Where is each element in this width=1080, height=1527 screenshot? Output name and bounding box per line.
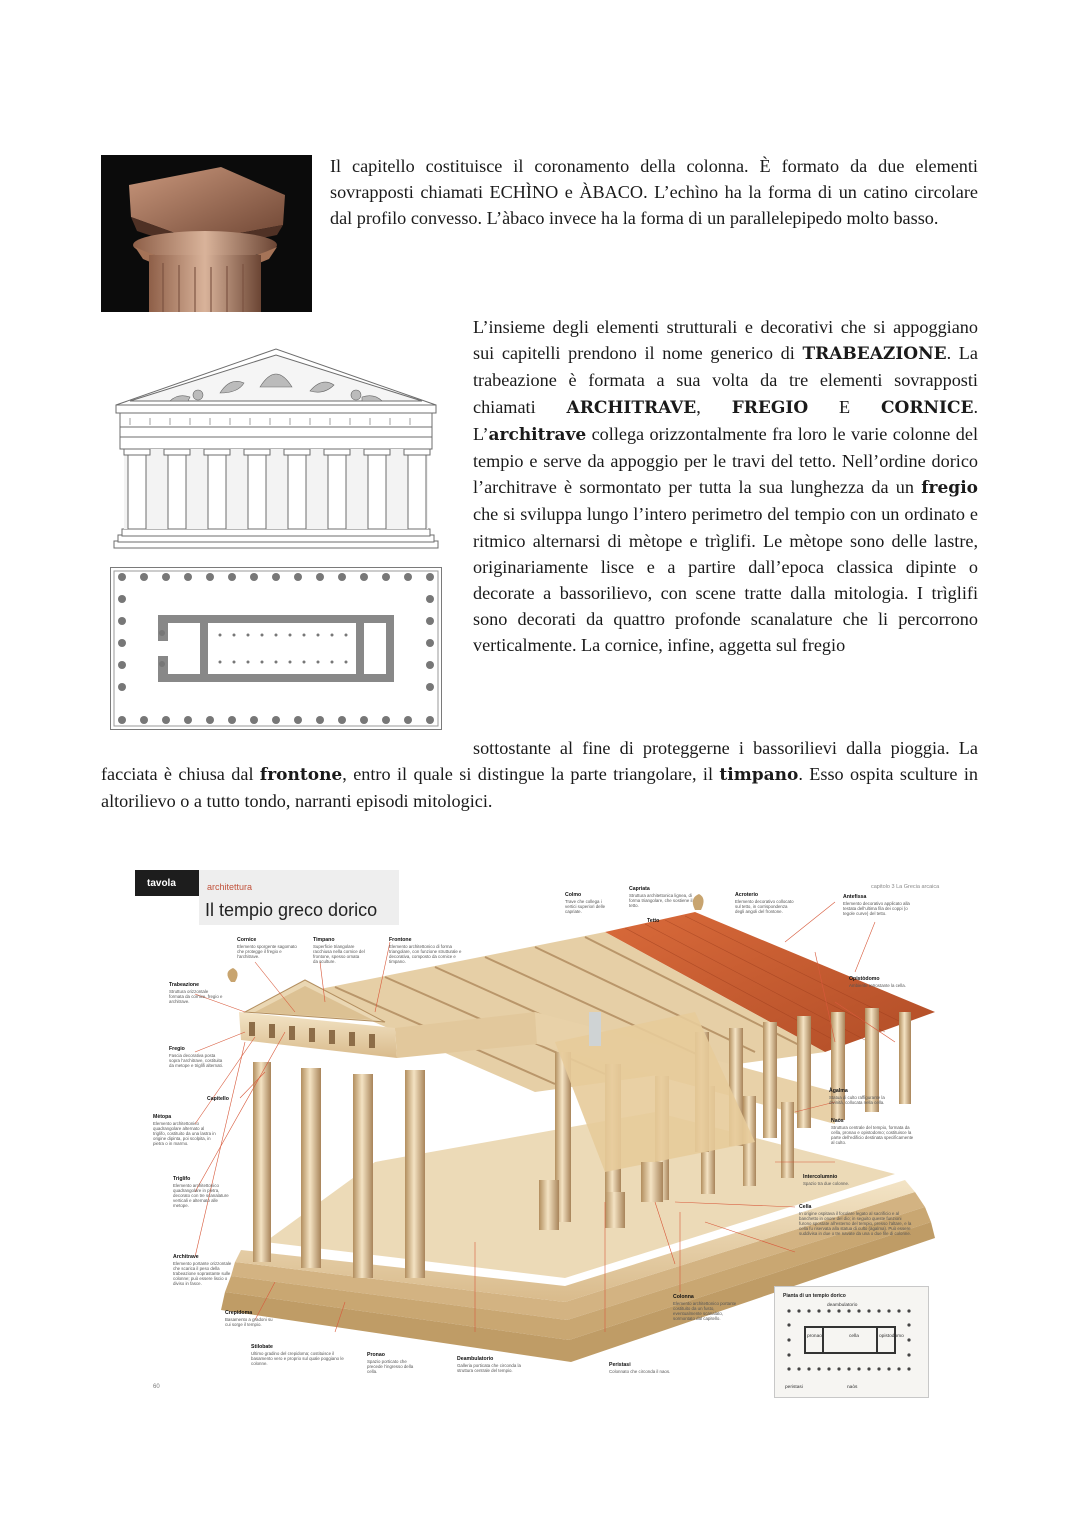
mini-plan-pronao: pronao [807,1334,822,1339]
label-triglifo: Triglifo Elemento architettonico quadrangolare in pietra, decorato con tre scanalature verticali e alternato alle metope. [173,1176,229,1209]
label-agalma: Àgalma Statua di culto raffigurante la divinità, collocata nella cella. [829,1088,885,1105]
label-architrave: Architrave Elemento portante orizzontale che scarica il peso della trabeazione soprastante sulle colonne; può essere liscio o diviso in fasce. [173,1254,232,1287]
trabeazione-paragraph: L’insieme degli elementi strutturali e decorativi che si appoggiano sui capitelli prendono il nome generico di TRABEAZIONE. La trabeazione è formata a sua volta da tre elementi sovrapposti chiamati ARCHITRAVE, FREGIO E CORNICE. L’architrave collega orizzontalmente fra loro le varie colonne del tempio e serve da appoggio per le travi del tetto. Nell’ordine dorico l’architrave è sormontato per tutta la sua lunghezza da un fregio che si sviluppa lungo l’intero perimetro del tempio con un ordinato e ritmico alternarsi di mètope e trìglifi. Le mètope sono delle lastre, originariamente lisce e a partire dall’epoca classica dipinte o decorate a bassorilievo, con scene tratte dalla mitologia. I trìglifi sono decorati da quattro profonde scanalature che li percorrono verticalmente. La cornice, infine, aggetta sul fregio [473,317,978,656]
temple-facade-drawing [110,343,442,553]
mini-plan-cella: cella [849,1334,859,1339]
label-fregio: Fregio Fascia decorativa posta sopra l’architrave, costituita da metope e triglifi alternati. [169,1046,223,1068]
plate-chapter: capitolo 3 La Grecia arcaica [871,884,940,890]
plate-title: Il tempio greco dorico [205,900,378,920]
plate-section: architettura [207,882,253,892]
doric-capital-illustration [101,155,312,312]
frontone-paragraph: sottostante al fine di proteggerne i bassorilievi dalla pioggia. La facciata è chiusa dal frontone, entro il quale si distingue la parte triangolare, il timpano. Esso ospita sculture in altorilievo o a tutto tondo, narranti episodi mitologici. [101,738,979,812]
mini-plan-drawing [785,1307,919,1373]
label-peristasi: Peristasi Colonnato che circonda il naos. [609,1362,671,1374]
label-metopa: Mètopa Elemento architettonico quadrangolare alternato al triglifo, costituito da una lastra in origine dipinta, poi scolpita, in pietra o in marmo. [153,1114,216,1147]
doric-temple-plate [135,862,945,1400]
label-pronao: Pronao Spazio porticato che precede l’ingresso della cella. [367,1352,414,1374]
plate-tag: tavola [135,870,199,896]
doric-capital-photo [101,155,312,312]
mini-plan-naos: naòs [847,1385,858,1390]
label-intercolumnio: Intercolumnio Spazio tra due colonne. [803,1174,850,1186]
label-capitello: Capitello [207,1096,229,1102]
label-deambulatorio: Deambulatorio Galleria porticata che circonda la struttura centrale del tempio. [457,1356,521,1373]
plan-illustration [110,567,442,730]
label-capriata: Capriata Struttura architettonica lignea, di forma triangolare, che sostiene il tetto. [629,886,693,908]
mini-plan-peristasi: peristasi [785,1385,803,1390]
label-antefissa: Antefissa Elemento decorativo applicato alla testata dell’ultima fila dei coppi (o tegole curve) del tetto. [843,894,910,916]
temple-plan-drawing [110,567,442,730]
label-cella: Cella In origine ospitava il focolare legato al sacrificio e al banchetto in onore del dio; in seguito queste funzioni furono spostate all’esterno del tempio, presso l’altare, e la cella fu riservata alla statua di culto (àgalma). Può essere suddivisa in due o tre navate da una o due file di colonne. [799,1204,912,1237]
mini-plan-deambulatorio: deambulatorio [827,1303,858,1308]
label-timpano: Timpano Superficie triangolare racchiusa nella cornice del frontone, spesso ornata da sculture. [313,937,365,965]
label-acroterio: Acroterio Elemento decorativo collocato sul tetto, in corrispondenza degli angoli del frontone. [735,892,794,914]
label-colmo: Colmo Trave che collega i vertici superiori delle capriate. [565,892,606,914]
label-crepidoma: Crepidoma Basamento a gradoni su cui sorge il tempio. [225,1310,273,1327]
mini-plan-opistodomo: opistodomo [879,1334,904,1339]
label-cornice: Cornice Elemento sporgente sagomato che protegge il fregio e l’architrave. [237,937,297,959]
mini-plan-inset [774,1286,929,1398]
mini-plan-title: Pianta di un tempio dorico [783,1293,846,1299]
label-naos: Naòs Struttura centrale del tempio, formata da cella, pronao e opistodomo; costituisce la parte dell’edificio destinata specificamente al culto. [831,1118,914,1146]
plate-page-number: 60 [153,1384,160,1390]
label-stilobate: Stilobate Ultimo gradino del crepidoma; costituisce il basamento vero e proprio sul quale poggiano le colonne. [251,1344,344,1366]
facade-illustration [110,343,442,553]
capitello-paragraph: Il capitello costituisce il coronamento della colonna. È formato da due elementi sovrapposti chiamati ECHÌNO e ÀBACO. L’echìno ha la forma di un catino circolare dal profilo convesso. L’àbaco invece ha la forma di un parallelepipedo molto basso. [330,156,978,229]
label-tetto: Tetto [647,918,660,924]
label-frontone: Frontone Elemento architettonico di forma triangolare, con funzione strutturale e decorativa, composto da cornice e timpano. [389,937,462,965]
label-opistodomo: Opistòdomo Ambiente retrostante la cella. [849,976,906,988]
label-colonna: Colonna Elemento architettonico portante costituito da un fusto, eventualmente scanalato, sormontato dal capitello. [673,1294,737,1322]
label-trabeazione: Trabeazione Struttura orizzontale formata da cornice, fregio e architrave. [169,982,223,1004]
